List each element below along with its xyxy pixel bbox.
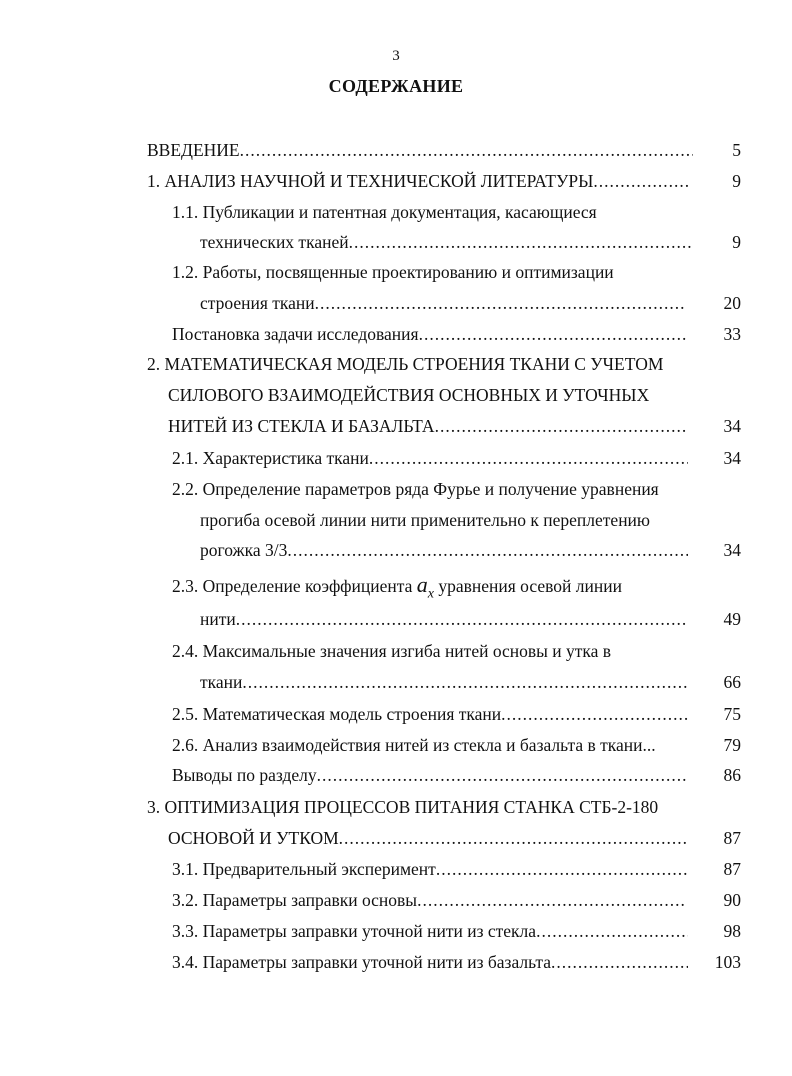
leader-dots	[317, 764, 686, 786]
toc-entry-2-5[interactable]	[172, 703, 689, 725]
coefficient-symbol	[416, 572, 434, 602]
toc-entry-text: 2.1. Характеристика ткани	[172, 448, 369, 468]
toc-page-number: 66	[723, 672, 741, 692]
toc-entry-2-2-line2[interactable]: прогиба осевой линии нити применительно к переплетению	[200, 510, 650, 530]
symbol-subscript: x	[427, 586, 434, 602]
toc-entry-text: 3.1. Предварительный эксперимент	[172, 859, 436, 879]
toc-entry-text: Постановка задачи исследования	[172, 324, 419, 344]
leader-dots	[339, 827, 688, 849]
page-title: СОДЕРЖАНИЕ	[328, 76, 464, 96]
toc-entry-1-2[interactable]	[200, 292, 686, 314]
page-number: 3	[392, 48, 400, 64]
toc-entry-2-4[interactable]	[200, 671, 689, 693]
leader-dots	[593, 170, 689, 192]
toc-page-number: 87	[723, 828, 741, 848]
toc-page-number: 20	[723, 293, 741, 313]
toc-entry-text: строения ткани	[200, 293, 315, 313]
toc-entry-text: ВВЕДЕНИЕ	[147, 140, 240, 160]
toc-entry-text: 3.3. Параметры заправки уточной нити из стекла	[172, 921, 537, 941]
toc-page-number: 5	[732, 140, 741, 160]
toc-page-number: 87	[723, 859, 741, 879]
toc-page-number: 90	[723, 890, 741, 910]
toc-page-number: 103	[714, 952, 741, 972]
leader-dots	[435, 415, 688, 437]
leader-dots	[417, 889, 687, 911]
toc-page-number: 86	[723, 765, 741, 785]
leader-dots	[536, 920, 688, 942]
toc-entry-text: нити	[200, 609, 236, 629]
toc-entry-text: технических тканей	[200, 232, 349, 252]
toc-entry-3-1[interactable]	[172, 858, 688, 880]
toc-entry-text: 2.5. Математическая модель строения ткани	[172, 704, 502, 724]
leader-dots	[501, 703, 689, 725]
toc-entry-text: 3.2. Параметры заправки основы	[172, 890, 418, 910]
toc-page-number: 34	[723, 448, 741, 468]
toc-entry-task[interactable]	[172, 323, 688, 345]
toc-entry-text: уравнения осевой линии	[438, 576, 622, 596]
toc-entry-2-1[interactable]	[172, 447, 688, 469]
toc-entry-text: НИТЕЙ ИЗ СТЕКЛА И БАЗАЛЬТА	[168, 416, 435, 436]
toc-entry-1-2-line1[interactable]: 1.2. Работы, посвященные проектированию и оптимизации	[172, 262, 614, 282]
toc-entry-chapter-2[interactable]	[168, 415, 688, 437]
toc-entry-conclusions[interactable]	[172, 764, 686, 786]
toc-page-number: 79	[723, 735, 741, 755]
leader-dots	[419, 323, 688, 345]
toc-entry-3-4[interactable]	[172, 951, 688, 973]
leader-dots	[315, 292, 686, 314]
leader-dots	[242, 671, 689, 693]
toc-entry-2-3[interactable]	[200, 608, 688, 630]
leader-dots	[369, 447, 688, 469]
toc-entry-2-2-line1[interactable]: 2.2. Определение параметров ряда Фурье и получение уравнения	[172, 479, 659, 499]
leader-dots	[349, 231, 693, 253]
toc-entry-intro[interactable]	[147, 139, 693, 161]
toc-entry-3-2[interactable]	[172, 889, 687, 911]
toc-page-number: 9	[732, 232, 741, 252]
leader-dots	[240, 139, 693, 161]
toc-entry-1-1[interactable]	[200, 231, 693, 253]
toc-entry-1-1-line1[interactable]: 1.1. Публикации и патентная документация, касающиеся	[172, 202, 597, 222]
leader-dots	[287, 539, 688, 561]
toc-page-number: 9	[732, 171, 741, 191]
toc-entry-text: Выводы по разделу	[172, 765, 317, 785]
toc-entry-chapter-1[interactable]	[147, 170, 689, 192]
toc-page-number: 75	[723, 704, 741, 724]
toc-entry-3-3[interactable]	[172, 920, 688, 942]
toc-page-number: 49	[723, 609, 741, 629]
leader-dots	[551, 951, 688, 973]
toc-entry-text: 2.3. Определение коэффициента	[172, 576, 413, 596]
leader-dots	[436, 858, 688, 880]
toc-entry-2-6[interactable]: 2.6. Анализ взаимодействия нитей из стекла и базальта в ткани...	[172, 735, 656, 755]
toc-page-number: 34	[723, 540, 741, 560]
toc-entry-text: 3.4. Параметры заправки уточной нити из базальта	[172, 952, 552, 972]
toc-entry-chapter-2-line2[interactable]: СИЛОВОГО ВЗАИМОДЕЙСТВИЯ ОСНОВНЫХ И УТОЧНЫХ	[168, 385, 650, 405]
symbol-a: a	[416, 572, 428, 597]
toc-entry-chapter-3[interactable]	[168, 827, 688, 849]
toc-page-number: 33	[723, 324, 741, 344]
toc-entry-chapter-2-line1[interactable]: 2. МАТЕМАТИЧЕСКАЯ МОДЕЛЬ СТРОЕНИЯ ТКАНИ С УЧЕТОМ	[147, 354, 664, 374]
toc-page-number: 98	[723, 921, 741, 941]
leader-dots	[236, 608, 688, 630]
toc-entry-2-4-line1[interactable]: 2.4. Максимальные значения изгиба нитей основы и утка в	[172, 641, 612, 661]
toc-entry-2-2[interactable]	[200, 539, 688, 561]
toc-entry-text: ткани	[200, 672, 243, 692]
toc-entry-text: рогожка 3/3	[200, 540, 288, 560]
toc-entry-2-3-line1[interactable]	[172, 574, 622, 605]
toc-page-number: 34	[723, 416, 741, 436]
toc-entry-chapter-3-line1[interactable]: 3. ОПТИМИЗАЦИЯ ПРОЦЕССОВ ПИТАНИЯ СТАНКА СТБ-2-180	[147, 797, 659, 817]
toc-entry-text: ОСНОВОЙ И УТКОМ	[168, 828, 339, 848]
toc-entry-text: 1. АНАЛИЗ НАУЧНОЙ И ТЕХНИЧЕСКОЙ ЛИТЕРАТУРЫ	[147, 171, 594, 191]
